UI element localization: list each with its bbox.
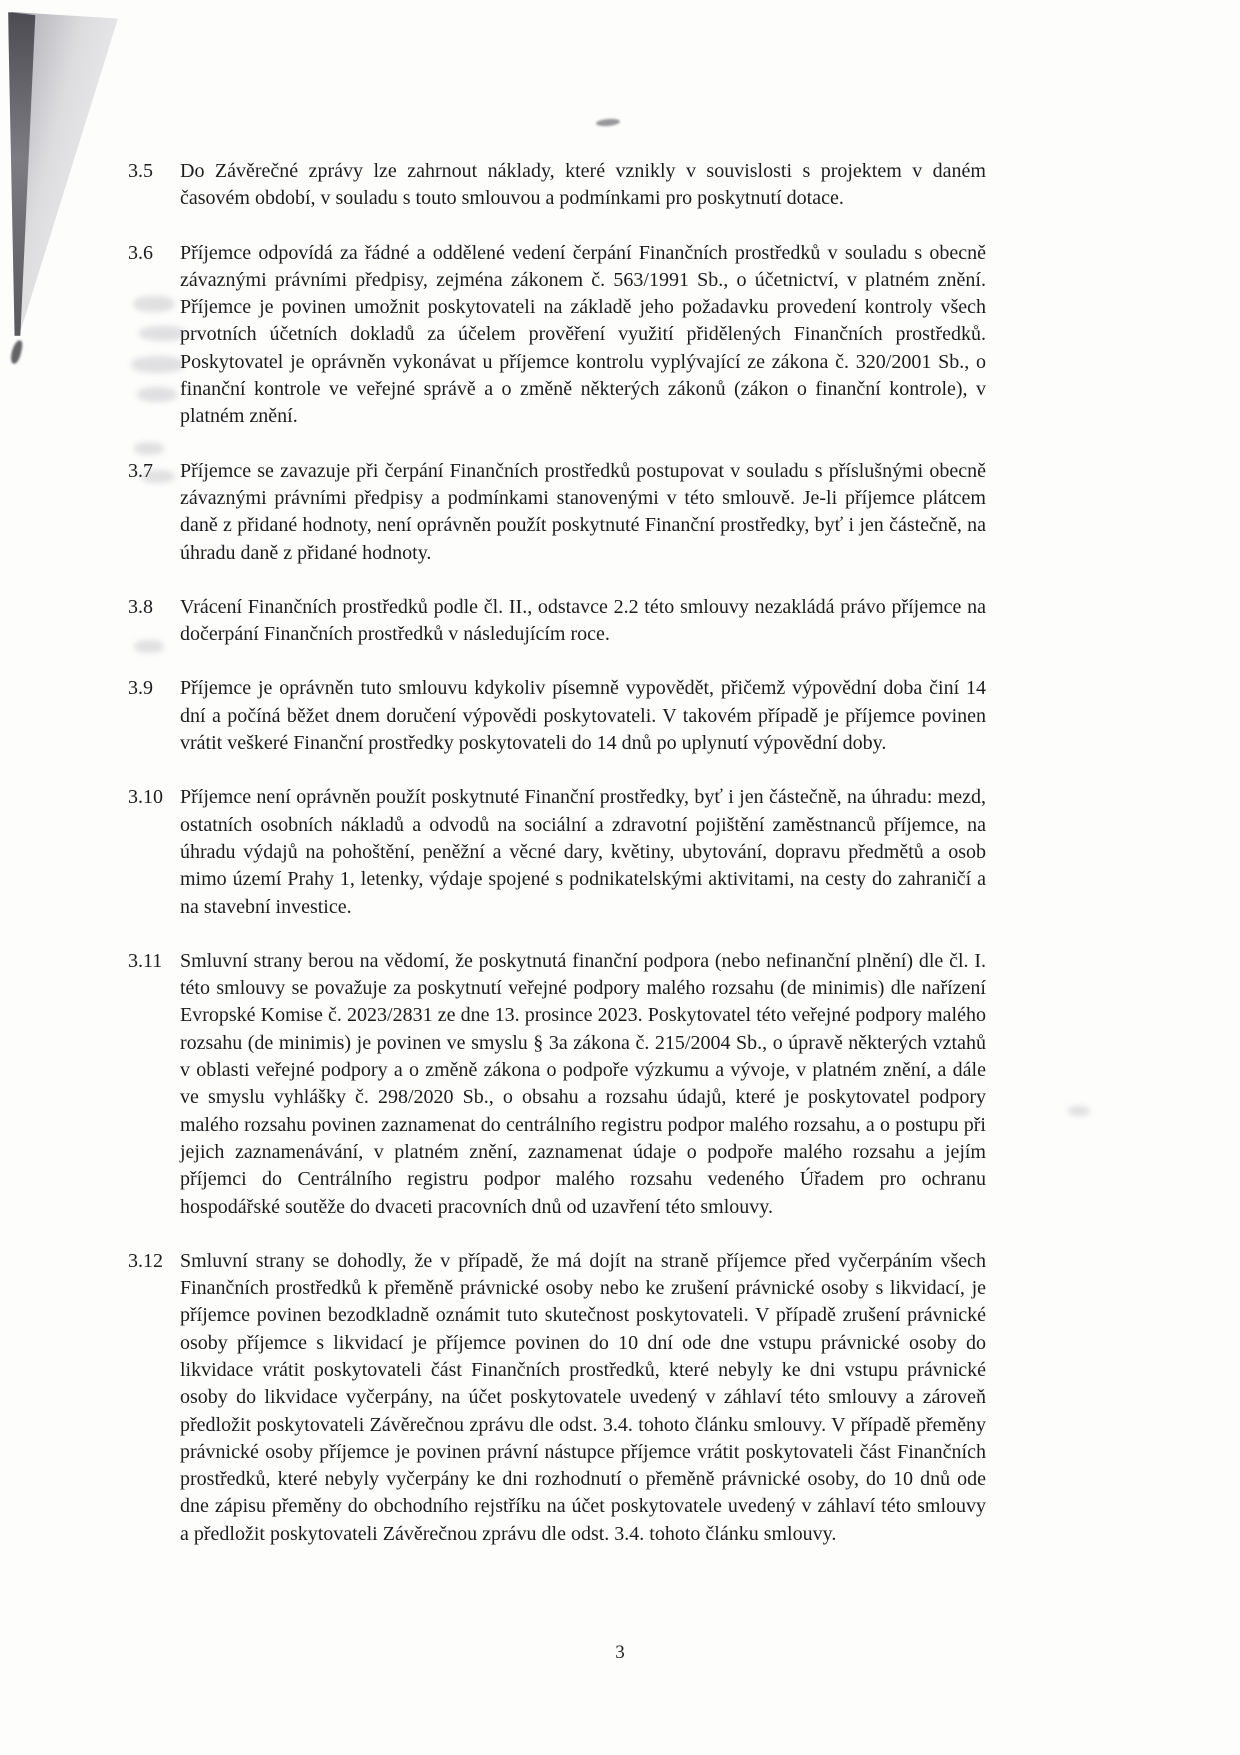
clause-3-6 (128, 240, 986, 431)
clause-number: 3.11 (128, 949, 163, 972)
clause-text: Smluvní strany se dohodly, že v případě, že má dojít na straně příjemce před vyčerpáním všech Finančních prostředků k přeměně právnické osoby nebo ke zrušení právnické osoby s likvidací, je příjemce povinen bezodkladně oznámit tuto skutečnost poskytovateli. V případě zrušení právnické osoby příjemce s likvidací je příjemce povinen do 10 dní ode dne vstupu právnické osoby do likvidace vrátit poskytovateli část Finančních prostředků, které nebyly ke dni vstupu právnické osoby do likvidace vyčerpány, na účet poskytovatele uvedený v záhlaví této smlouvy a zároveň předložit poskytovateli Závěrečnou zprávu dle odst. 3.4. tohoto článku smlouvy. V případě přeměny právnické osoby příjemce je povinen právní nástupce příjemce vrátit poskytovateli část Finančních prostředků, které nebyly vyčerpány ke dni rozhodnutí o přeměně právnické osoby, do 10 dnů ode dne zápisu přeměny do obchodního rejstříku na účet poskytovatele uvedený v záhlaví této smlouvy a předložit poskytovateli Závěrečnou zprávu dle odst. 3.4. tohoto článku smlouvy. (180, 1249, 986, 1545)
clause-number: 3.8 (128, 595, 153, 618)
clause-3-5 (128, 158, 986, 213)
clause-text: Příjemce je oprávněn tuto smlouvu kdykoliv písemně vypovědět, přičemž výpovědní doba činí 14 dní a počíná běžet dnem doručení výpovědi poskytovateli. V takovém případě je příjemce povinen vrátit veškeré Finanční prostředky poskytovateli do 14 dnů po uplynutí výpovědní doby. (180, 677, 986, 755)
page-number: 3 (615, 1642, 625, 1663)
clause-3-12 (128, 1248, 986, 1548)
clause-number: 3.12 (128, 1249, 163, 1272)
scan-speck-artifact (9, 339, 24, 364)
clause-text: Do Závěrečné zprávy lze zahrnout náklady, které vznikly v souvislosti s projektem v daném časovém období, v souladu s touto smlouvou a podmínkami pro poskytnutí dotace. (180, 160, 986, 210)
clause-text: Příjemce není oprávněn použít poskytnuté Finanční prostředky, byť i jen částečně, na úhradu: mezd, ostatních osobních nákladů a odvodů na sociální a zdravotní pojištění zaměstnanců příjemce, na úhradu výdajů na pohoštění, peněžní a věcné dary, květiny, ubytování, dopravu předmětů a osob mimo území Prahy 1, letenky, výdaje spojené s podnikatelskými aktivitami, na cesty do zahraničí a na stavební investice. (180, 786, 986, 918)
clause-number: 3.9 (128, 677, 153, 700)
scan-smudge-artifact (596, 118, 621, 127)
clause-3-11 (128, 948, 986, 1221)
clause-number: 3.6 (128, 241, 153, 264)
clause-text: Příjemce se zavazuje při čerpání Finančních prostředků postupovat v souladu s příslušnými obecně závaznými právními předpisy a podmínkami stanovenými v této smlouvě. Je-li příjemce plátcem daně z přidané hodnoty, není oprávněn použít poskytnuté Finanční prostředky, byť i jen částečně, na úhradu daně z přidané hodnoty. (180, 459, 986, 564)
clause-text: Smluvní strany berou na vědomí, že poskytnutá finanční podpora (nebo nefinanční plnění) dle čl. I. této smlouvy se považuje za poskytnutí veřejné podpory malého rozsahu (de minimis) dle nařízení Evropské Komise č. 2023/2831 ze dne 13. prosince 2023. Poskytovatel této veřejné podpory malého rozsahu (de minimis) je povinen ve smyslu § 3a zákona č. 215/2004 Sb., o úpravě některých vztahů v oblasti veřejné podpory a o změně zákona o podpoře výzkumu a vývoje, v platném znění, a dále ve smyslu vyhlášky č. 298/2020 Sb., o obsahu a rozsahu údajů, které je poskytovatel podpory malého rozsahu povinen zaznamenat do centrálního registru podpor malého rozsahu, a o postupu při jejich zaznamenávání, v platném znění, zaznamenat údaje o podpoře malého rozsahu a jejím příjemci do Centrálního registru podpor malého rozsahu vedeného Úřadem pro ochranu hospodářské soutěže do dvaceti pracovních dnů od uzavření této smlouvy. (180, 949, 986, 1218)
clause-number: 3.5 (128, 160, 153, 182)
clause-text: Vrácení Finančních prostředků podle čl. II., odstavce 2.2 této smlouvy nezakládá právo příjemce na dočerpání Finančních prostředků v následujícím roce. (180, 595, 986, 646)
clause-number: 3.10 (128, 786, 163, 809)
clause-3-7 (128, 458, 986, 567)
clause-3-10 (128, 784, 986, 920)
clause-text: Příjemce odpovídá za řádné a oddělené vedení čerpání Finančních prostředků v souladu s obecně závaznými právními předpisy, zejména zákonem č. 563/1991 Sb., o účetnictví, v platném znění. Příjemce je povinen umožnit poskytovateli na základě jeho požadavku provedení kontroly všech prvotních účetních dokladů za účelem prověření využití přidělených Finančních prostředků. Poskytovatel je oprávněn vykonávat u příjemce kontrolu vyplývající ze zákona č. 320/2001 Sb., o finanční kontrole ve veřejné správě a o změně některých zákonů (zákon o finanční kontrole), v platném znění. (180, 241, 986, 428)
clause-3-9 (128, 675, 986, 757)
clause-number: 3.7 (128, 459, 153, 482)
clause-3-8 (128, 594, 986, 649)
contract-body (128, 158, 986, 1575)
bleed-through-artifact (1068, 1106, 1090, 1116)
